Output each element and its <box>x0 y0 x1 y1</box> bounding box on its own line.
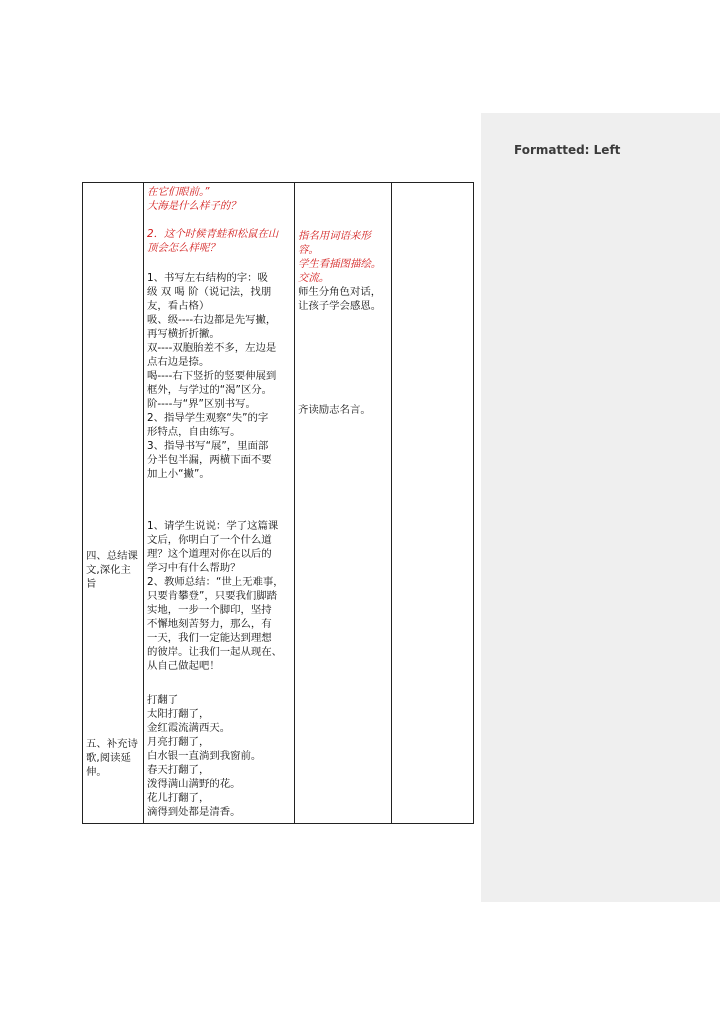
step-cell <box>83 183 144 824</box>
text-line: 理？这个道理对你在以后的 <box>147 548 272 560</box>
text-line: 再写横折折撇。 <box>147 328 220 340</box>
extend-step-label <box>86 737 141 779</box>
text-line: 加上小“撇”。 <box>147 468 210 480</box>
text-line: 在它们眼前。” <box>147 186 210 198</box>
comment-title: Formatted: Left <box>514 143 621 157</box>
writing-guidance <box>147 271 292 481</box>
text-line: 交流。 <box>298 272 330 284</box>
text-line: 指名用词语来形 <box>298 230 371 242</box>
student-activity-cell <box>295 183 392 824</box>
text-line: 伸。 <box>86 766 107 778</box>
text-line: 打翻了 <box>147 694 179 706</box>
text-line: 白水银一直淌到我窗前。 <box>147 750 262 762</box>
text-line: 五、补充诗 <box>86 738 138 750</box>
text-line: 泼得满山满野的花。 <box>147 778 241 790</box>
story-question-red <box>147 185 292 213</box>
text-line: 的彼岸。让我们一起从现在、 <box>147 646 283 658</box>
text-line: 月亮打翻了， <box>147 736 210 748</box>
text-line: 从自己做起吧！ <box>147 660 220 672</box>
lesson-table <box>82 182 474 824</box>
frog-question-red <box>147 227 292 255</box>
text-line: 春天打翻了， <box>147 764 210 776</box>
text-line: 喝----右下竖折的竖要伸展到 <box>147 370 277 382</box>
text-line: 花儿打翻了， <box>147 792 210 804</box>
text-line: 一天，我们一定能达到理想 <box>147 632 272 644</box>
text-line: 歌,阅读延 <box>86 752 131 764</box>
text-line: 双----双胞胎差不多，左边是 <box>147 342 277 354</box>
text-line: 让孩子学会感恩。 <box>298 300 382 312</box>
text-line: 滴得到处都是清香。 <box>147 806 241 818</box>
text-line: 容。 <box>298 244 319 256</box>
table-row <box>83 183 474 824</box>
text-line: 太阳打翻了， <box>147 708 210 720</box>
dialogue-text <box>298 285 389 313</box>
student-activity-red <box>298 229 389 285</box>
text-line: 大海是什么样子的？ <box>147 200 241 212</box>
summary-step-label <box>86 549 141 591</box>
text-line: 实地，一步一个脚印，坚持 <box>147 604 272 616</box>
text-line: 顶会怎么样呢？ <box>147 242 220 254</box>
text-line: 点右边是捺。 <box>147 356 210 368</box>
text-line: 级 双 喝 阶（说记法，找朋 <box>147 286 272 298</box>
text-line: 学习中有什么帮助？ <box>147 562 241 574</box>
text-line: 吸、级----右边都是先写撇， <box>147 314 277 326</box>
text-line: 文,深化主 <box>86 564 131 576</box>
text-line: 师生分角色对话， <box>298 286 382 298</box>
text-line: 只要肯攀登”，只要我们脚踏 <box>147 590 278 602</box>
text-line: 分半包半漏，两横下面不要 <box>147 454 272 466</box>
text-line: 2、指导学生观察“失”的字 <box>147 412 269 424</box>
text-line: 框外，与学过的“渴”区分。 <box>147 384 273 396</box>
text-line: 阶----与“界”区别书写。 <box>147 398 256 410</box>
text-line: 2．这个时候青蛙和松鼠在山 <box>147 228 279 240</box>
text-line: 学生看插图描绘。 <box>298 258 382 270</box>
comment-pane <box>481 113 720 902</box>
text-line: 1、书写左右结构的字：吸 <box>147 272 268 284</box>
text-line: 旨 <box>86 578 97 590</box>
text-line: 四、总结课 <box>86 550 138 562</box>
text-line: 1、请学生说说：学了这篇课 <box>147 520 279 532</box>
text-line: 友，看占格） <box>147 300 210 312</box>
text-line: 3、指导书写“展”，里面部 <box>147 440 269 452</box>
summary-text <box>147 519 292 673</box>
text-line: 金红霞流满西天。 <box>147 722 231 734</box>
text-line: 2、教师总结：“世上无难事， <box>147 576 284 588</box>
motto-text <box>298 403 389 417</box>
text-line: 形特点，自由练写。 <box>147 426 241 438</box>
text-line: 不懈地刻苦努力，那么，有 <box>147 618 272 630</box>
text-line: 文后，你明白了一个什么道 <box>147 534 272 546</box>
poem-text <box>147 693 292 819</box>
teacher-activity-cell <box>144 183 295 824</box>
notes-cell <box>392 183 474 824</box>
text-line: 齐读励志名言。 <box>298 404 371 416</box>
